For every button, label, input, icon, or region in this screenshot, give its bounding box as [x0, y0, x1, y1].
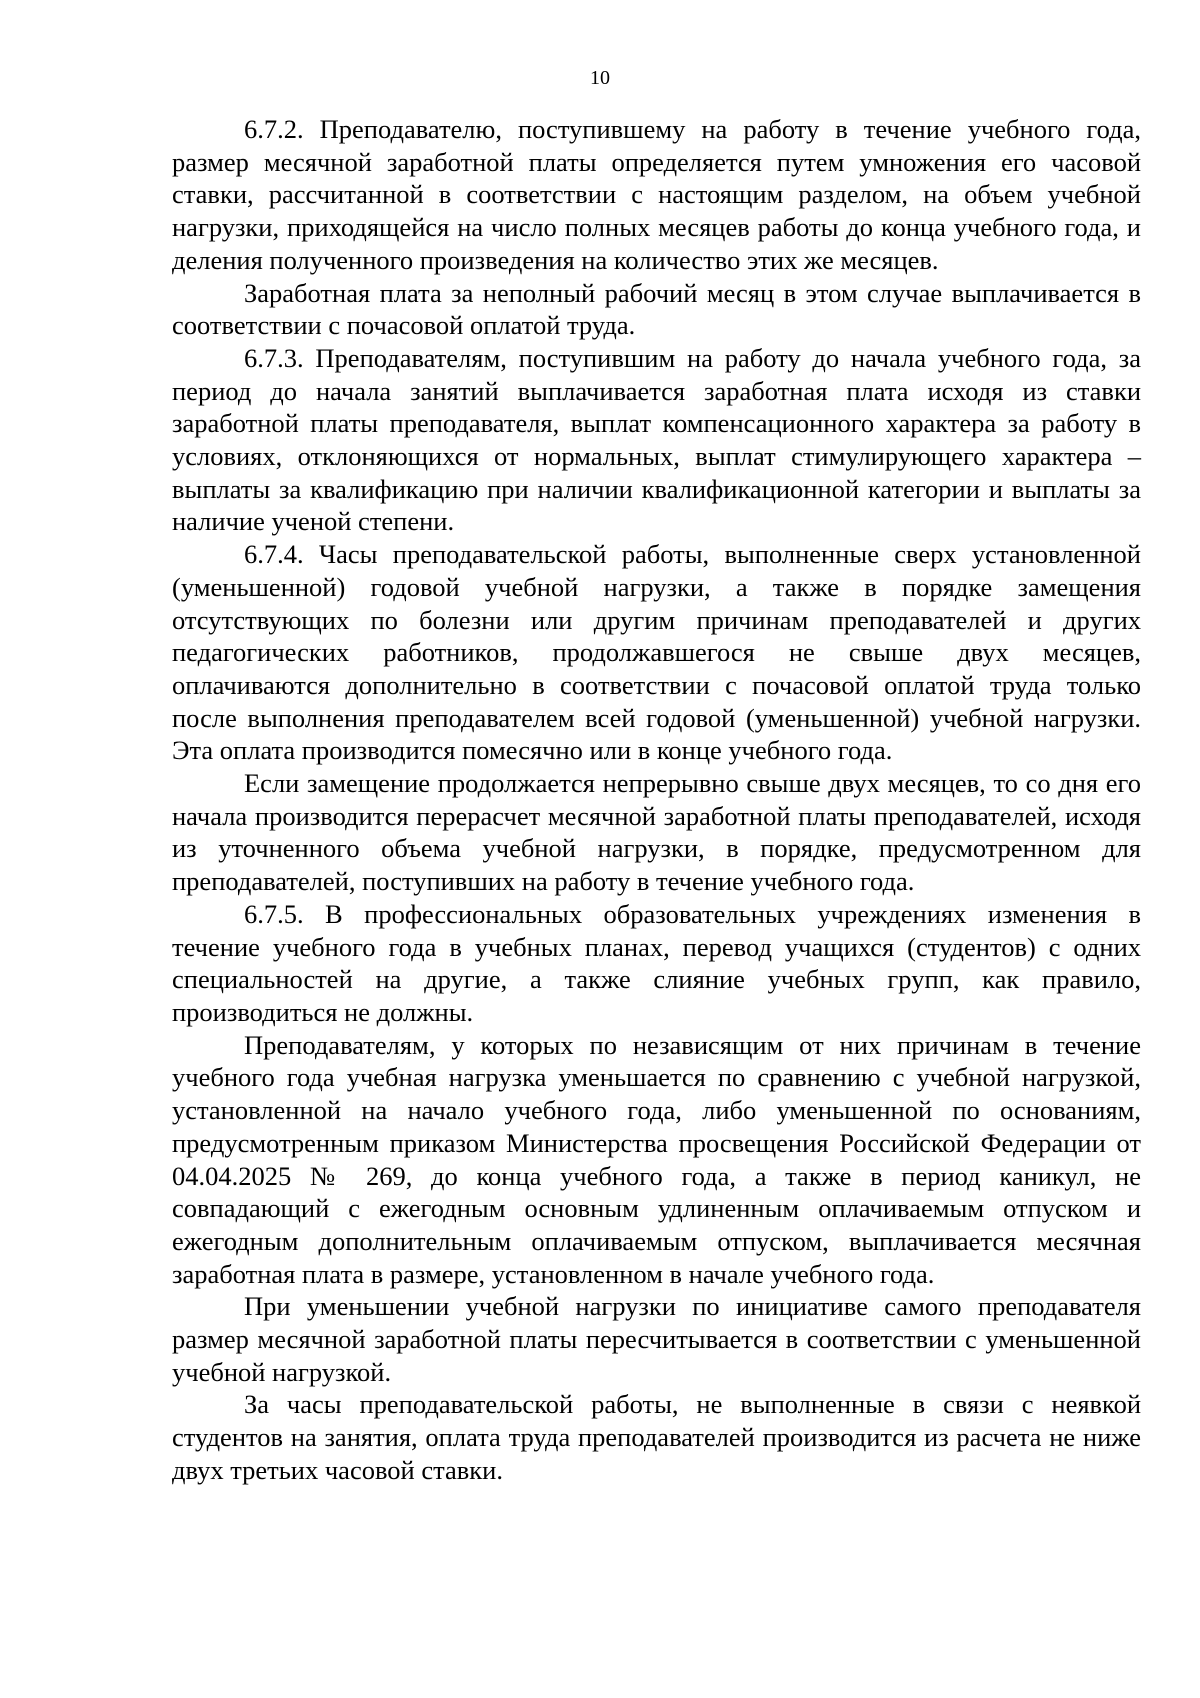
paragraph-6-7-4: 6.7.4. Часы преподавательской работы, выполненные сверх установленной (уменьшенной) годовой учебной нагрузки, а также в порядке замещения отсутствующих по болезни или другим причинам преподавателей и других педагогических работников, продолжавшегося не свыше двух месяцев, оплачиваются дополнительно в соответствии с почасовой оплатой труда только после выполнения преподавателем всей годовой (уменьшенной) учебной нагрузки. Эта оплата производится помесячно или в конце учебного года.: [172, 539, 1141, 766]
paragraph-student-absence-pay: За часы преподавательской работы, не выполненные в связи с неявкой студентов на занятия, оплата труда преподавателей производится из расчета не ниже двух третьих часовой ставки.: [172, 1389, 1141, 1485]
paragraph-own-initiative-reduction: При уменьшении учебной нагрузки по инициативе самого преподавателя размер месячной заработной платы пересчитывается в соответствии с уменьшенной учебной нагрузкой.: [172, 1291, 1141, 1387]
paragraph-substitution-recalculation: Если замещение продолжается непрерывно свыше двух месяцев, то со дня его начала производится перерасчет месячной заработной платы преподавателей, исходя из уточненного объема учебной нагрузки, в порядке, предусмотренном для преподавателей, поступивших на работу в течение учебного года.: [172, 768, 1141, 897]
paragraph-partial-month-pay: Заработная плата за неполный рабочий месяц в этом случае выплачивается в соответствии с почасовой оплатой труда.: [172, 277, 1141, 341]
page-number: 10: [590, 67, 610, 89]
paragraph-reduced-workload-pay: Преподавателям, у которых по независящим от них причинам в течение учебного года учебная нагрузка уменьшается по сравнению с учебной нагрузкой, установленной на начало учебного года, либо уменьшенной по основаниям, предусмотренным приказом Министерства просвещения Российской Федерации от 04.04.2025 № 269, до конца учебного года, а также в период каникул, не совпадающий с ежегодным основным удлиненным оплачиваемым отпуском и ежегодным дополнительным оплачиваемым отпуском, выплачивается месячная заработная плата в размере, установленном в начале учебного года.: [172, 1029, 1141, 1289]
paragraph-6-7-3: 6.7.3. Преподавателям, поступившим на работу до начала учебного года, за период до начала занятий выплачивается заработная плата исходя из ставки заработной платы преподавателя, выплат компенсационного характера за работу в условиях, отклоняющихся от нормальных, выплат стимулирующего характера – выплаты за квалификацию при наличии квалификационной категории и выплаты за наличие ученой степени.: [172, 342, 1141, 537]
paragraph-6-7-5: 6.7.5. В профессиональных образовательных учреждениях изменения в течение учебного года в учебных планах, перевод учащихся (студентов) с одних специальностей на другие, а также слияние учебных групп, как правило, производиться не должны.: [172, 898, 1141, 1027]
document-body: [172, 113, 1141, 1487]
paragraph-6-7-2: 6.7.2. Преподавателю, поступившему на работу в течение учебного года, размер месячной заработной платы определяется путем умножения его часовой ставки, рассчитанной в соответствии с настоящим разделом, на объем учебной нагрузки, приходящейся на число полных месяцев работы до конца учебного года, и деления полученного произведения на количество этих же месяцев.: [172, 114, 1141, 275]
